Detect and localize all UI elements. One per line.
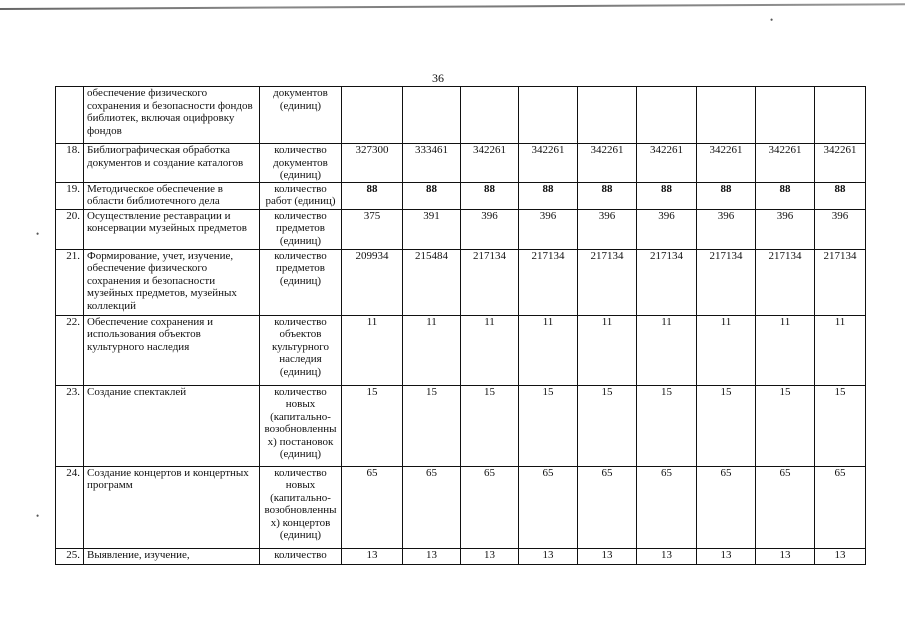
indicator-value (342, 87, 403, 144)
measure-unit: количество новых (капитально-возобновленны х) постановок (единиц) (260, 385, 342, 466)
service-name: Библиографическая обработка документов и создание каталогов (84, 144, 260, 183)
indicator-value: 15 (519, 385, 578, 466)
indicator-value: 342261 (637, 144, 697, 183)
indicator-value: 65 (578, 466, 637, 548)
measure-unit: количество (260, 548, 342, 564)
indicator-value: 327300 (342, 144, 403, 183)
indicator-value: 333461 (403, 144, 461, 183)
indicator-value: 13 (342, 548, 403, 564)
indicator-value: 88 (756, 182, 815, 209)
indicator-value: 13 (697, 548, 756, 564)
table-row (56, 466, 866, 548)
table-row (56, 249, 866, 315)
indicator-value: 65 (697, 466, 756, 548)
service-name: Создание концертов и концертных программ (84, 466, 260, 548)
indicator-value: 65 (519, 466, 578, 548)
indicator-value: 342261 (815, 144, 866, 183)
table-row (56, 87, 866, 144)
indicator-value: 396 (519, 209, 578, 249)
indicator-value: 13 (637, 548, 697, 564)
indicator-value: 15 (578, 385, 637, 466)
indicators-table (55, 86, 866, 565)
indicator-value: 11 (637, 315, 697, 385)
indicator-value: 15 (815, 385, 866, 466)
indicator-value (815, 87, 866, 144)
indicator-value: 396 (578, 209, 637, 249)
indicator-value: 11 (461, 315, 519, 385)
service-name: обеспечение физического сохранения и безопасности фондов библиотек, включая оцифровку фондов (84, 87, 260, 144)
indicator-value: 342261 (578, 144, 637, 183)
indicator-value: 217134 (697, 249, 756, 315)
indicator-value: 15 (403, 385, 461, 466)
indicator-value: 13 (815, 548, 866, 564)
indicator-value: 88 (578, 182, 637, 209)
indicator-value: 217134 (756, 249, 815, 315)
indicator-value: 88 (519, 182, 578, 209)
row-number: 18. (56, 144, 84, 183)
table-row (56, 144, 866, 183)
indicator-value: 396 (815, 209, 866, 249)
service-name: Выявление, изучение, (84, 548, 260, 564)
indicator-value (461, 87, 519, 144)
indicator-value: 13 (461, 548, 519, 564)
indicator-value (519, 87, 578, 144)
row-number: 20. (56, 209, 84, 249)
table-row (56, 209, 866, 249)
measure-unit: количество объектов культурного наследия (единиц) (260, 315, 342, 385)
indicator-value: 65 (403, 466, 461, 548)
indicator-value: 13 (519, 548, 578, 564)
indicator-value: 65 (342, 466, 403, 548)
indicator-value: 11 (697, 315, 756, 385)
indicator-value: 88 (637, 182, 697, 209)
indicator-value: 15 (697, 385, 756, 466)
indicator-value: 391 (403, 209, 461, 249)
row-number: 25. (56, 548, 84, 564)
measure-unit: количество работ (единиц) (260, 182, 342, 209)
indicator-value: 15 (637, 385, 697, 466)
row-number: 23. (56, 385, 84, 466)
row-number: 21. (56, 249, 84, 315)
table-row (56, 548, 866, 564)
indicator-value: 396 (637, 209, 697, 249)
scan-mark: • (770, 15, 774, 25)
indicator-value: 65 (815, 466, 866, 548)
scan-mark: • (36, 229, 40, 239)
measure-unit: документов (единиц) (260, 87, 342, 144)
indicator-value: 11 (578, 315, 637, 385)
indicator-value: 342261 (756, 144, 815, 183)
indicator-value: 15 (756, 385, 815, 466)
indicator-value: 11 (756, 315, 815, 385)
indicator-value: 342261 (519, 144, 578, 183)
service-name: Создание спектаклей (84, 385, 260, 466)
page-number: 36 (432, 71, 444, 85)
table-row (56, 315, 866, 385)
indicator-value: 15 (461, 385, 519, 466)
indicator-value (578, 87, 637, 144)
measure-unit: количество предметов (единиц) (260, 209, 342, 249)
indicator-value: 88 (342, 182, 403, 209)
indicator-value: 11 (519, 315, 578, 385)
measure-unit: количество предметов (единиц) (260, 249, 342, 315)
indicator-value: 217134 (461, 249, 519, 315)
indicator-value (697, 87, 756, 144)
indicator-value (637, 87, 697, 144)
row-number: 22. (56, 315, 84, 385)
indicator-value: 217134 (578, 249, 637, 315)
indicator-value: 11 (342, 315, 403, 385)
indicator-value: 65 (637, 466, 697, 548)
indicator-value: 88 (697, 182, 756, 209)
indicator-value: 88 (815, 182, 866, 209)
indicator-value: 217134 (815, 249, 866, 315)
indicator-value: 88 (461, 182, 519, 209)
indicator-value: 396 (461, 209, 519, 249)
indicator-value: 11 (815, 315, 866, 385)
row-number: 24. (56, 466, 84, 548)
indicator-value: 342261 (461, 144, 519, 183)
indicator-value: 396 (756, 209, 815, 249)
indicator-value: 15 (342, 385, 403, 466)
measure-unit: количество новых (капитально-возобновленны х) концертов (единиц) (260, 466, 342, 548)
row-number: 19. (56, 182, 84, 209)
service-name: Осуществление реставрации и консервации музейных предметов (84, 209, 260, 249)
indicator-value (756, 87, 815, 144)
scan-mark: • (36, 511, 40, 521)
indicator-value: 215484 (403, 249, 461, 315)
table-row (56, 182, 866, 209)
indicator-value: 88 (403, 182, 461, 209)
row-number (56, 87, 84, 144)
indicator-value: 11 (403, 315, 461, 385)
table-row (56, 385, 866, 466)
measure-unit: количество документов (единиц) (260, 144, 342, 183)
indicator-value: 396 (697, 209, 756, 249)
indicator-value: 217134 (637, 249, 697, 315)
indicator-value: 217134 (519, 249, 578, 315)
indicator-value: 342261 (697, 144, 756, 183)
indicator-value: 13 (756, 548, 815, 564)
service-name: Методическое обеспечение в области библиотечного дела (84, 182, 260, 209)
indicator-value: 375 (342, 209, 403, 249)
indicator-value: 13 (578, 548, 637, 564)
service-name: Обеспечение сохранения и использования объектов культурного наследия (84, 315, 260, 385)
indicator-value (403, 87, 461, 144)
indicator-value: 65 (461, 466, 519, 548)
scan-edge-line (0, 3, 905, 10)
indicator-value: 65 (756, 466, 815, 548)
indicator-value: 13 (403, 548, 461, 564)
indicator-value: 209934 (342, 249, 403, 315)
service-name: Формирование, учет, изучение, обеспечение физического сохранения и безопасности музейных предметов, музейных коллекций (84, 249, 260, 315)
